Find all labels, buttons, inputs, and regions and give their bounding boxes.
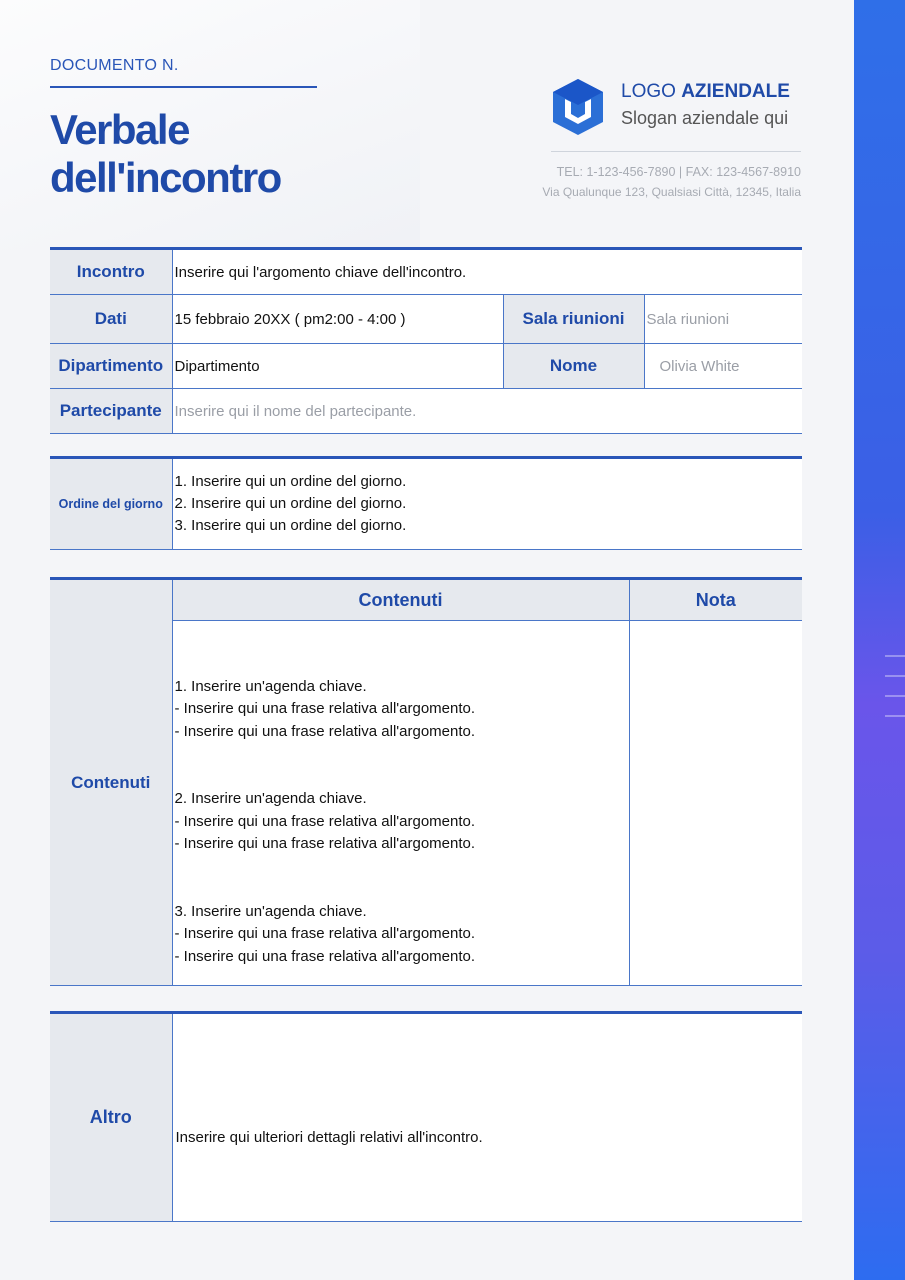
sala-label: Sala riunioni: [503, 295, 644, 344]
contact-address: Via Qualunque 123, Qualsiasi Città, 12345, Italia: [542, 185, 801, 199]
contents-side-label: Contenuti: [50, 579, 172, 986]
divider: [551, 151, 801, 152]
logo-text: LOGO AZIENDALE: [621, 81, 790, 102]
contents-field[interactable]: [172, 621, 629, 986]
agenda-item: 3. Inserire qui un ordine del giorno.: [174, 517, 407, 534]
other-field[interactable]: Inserire qui ulteriori dettagli relativi all'incontro.: [172, 1013, 802, 1222]
company-logo-icon: [551, 77, 605, 137]
nome-field[interactable]: Olivia White: [644, 344, 802, 389]
dati-field[interactable]: 15 febbraio 20XX ( pm2:00 - 4:00 ): [172, 295, 503, 344]
partecipante-field[interactable]: Inserire qui il nome del partecipante.: [172, 389, 802, 434]
note-field[interactable]: [629, 621, 802, 986]
agenda-item: 2. Inserire qui un ordine del giorno.: [174, 495, 407, 512]
page-title: Verbale dell'incontro: [50, 106, 281, 201]
agenda-table: [50, 456, 802, 550]
agenda-field[interactable]: [172, 458, 802, 550]
note-column-header: Nota: [629, 579, 802, 621]
sala-field[interactable]: Sala riunioni: [644, 295, 802, 344]
dipartimento-field[interactable]: Dipartimento: [172, 344, 503, 389]
other-table: [50, 1011, 802, 1222]
contact-phone-fax: TEL: 1-123-456-7890 | FAX: 123-4567-8910: [556, 165, 801, 179]
agenda-block: 2. Inserire un'agenda chiave. - Inserire qui una frase relativa all'argomento. - Inserire qui una frase relativa all'argomento.: [174, 790, 476, 853]
divider: [50, 86, 317, 88]
agenda-block: 3. Inserire un'agenda chiave. - Inserire qui una frase relativa all'argomento. - Inserire qui una frase relativa all'argomento.: [174, 902, 476, 965]
other-label: Altro: [50, 1013, 172, 1222]
contents-table: [50, 577, 802, 986]
incontro-label: Incontro: [50, 249, 172, 295]
nome-label: Nome: [503, 344, 644, 389]
incontro-field[interactable]: Inserire qui l'argomento chiave dell'incontro.: [172, 249, 802, 295]
slogan: Slogan aziendale qui: [621, 108, 789, 128]
info-table: [50, 247, 802, 434]
agenda-label: Ordine del giorno: [50, 458, 172, 550]
agenda-block: 1. Inserire un'agenda chiave. - Inserire qui una frase relativa all'argomento. - Inserire qui una frase relativa all'argomento.: [174, 677, 476, 740]
dati-label: Dati: [50, 295, 172, 344]
partecipante-label: Partecipante: [50, 389, 172, 434]
dipartimento-label: Dipartimento: [50, 344, 172, 389]
side-decoration: [854, 0, 905, 1280]
contents-column-header: Contenuti: [172, 579, 629, 621]
document-number-label: DOCUMENTO N.: [50, 57, 179, 74]
agenda-item: 1. Inserire qui un ordine del giorno.: [174, 473, 407, 490]
